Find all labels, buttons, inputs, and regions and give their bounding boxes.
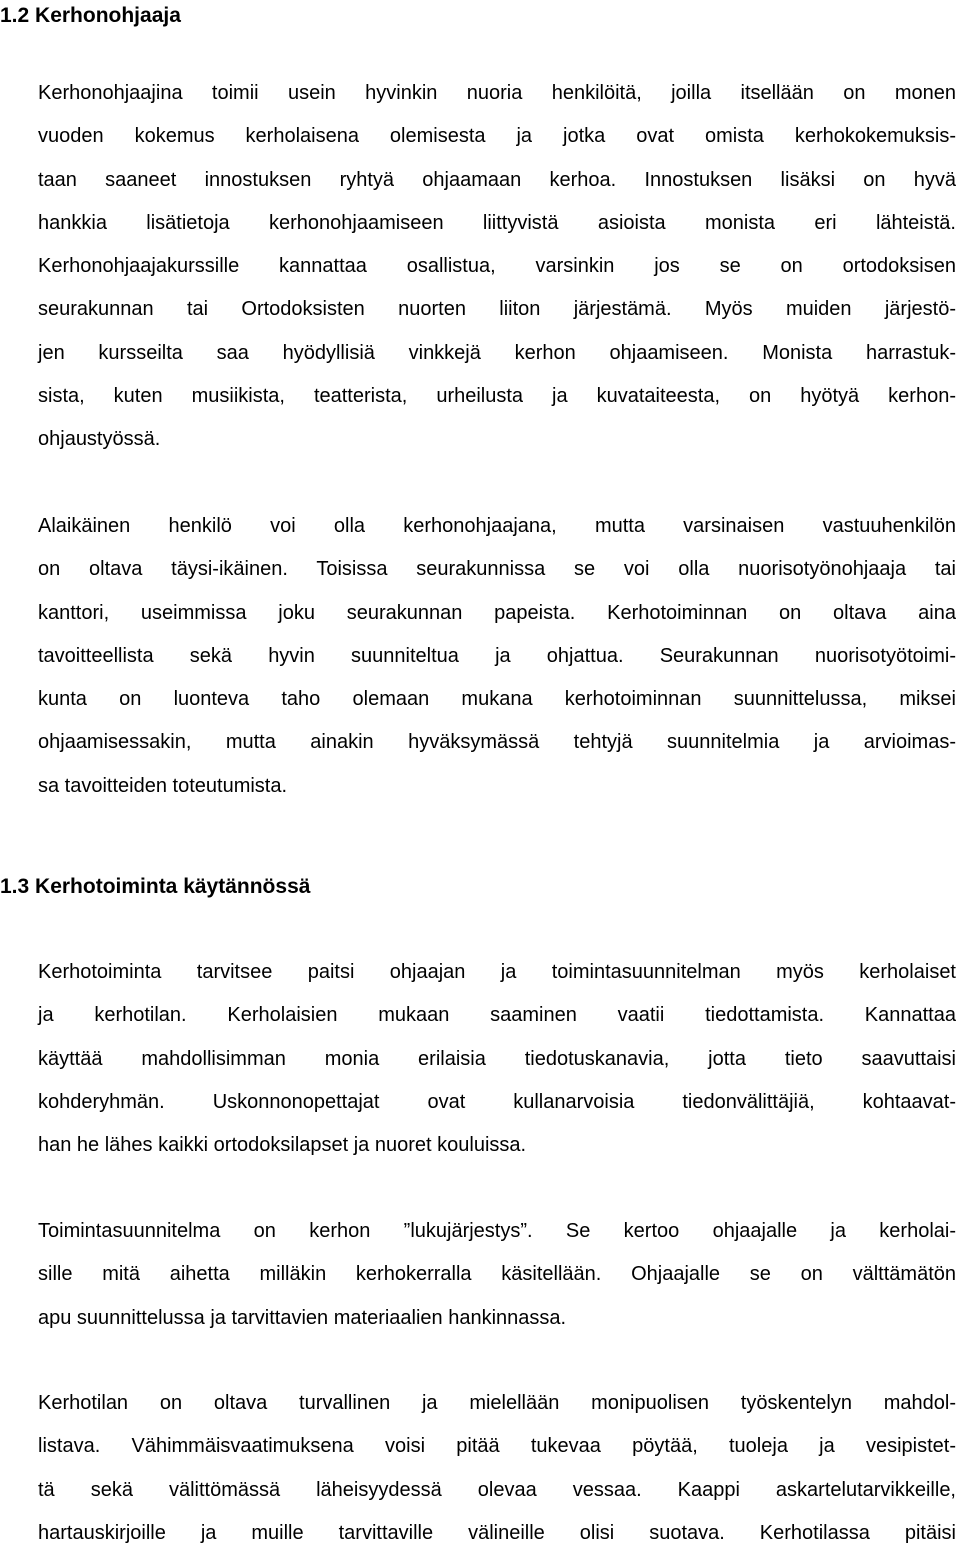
text-line: Toimintasuunnitelma on kerhon ”lukujärjestys”. Se kertoo ohjaajalle ja kerholai- xyxy=(38,1220,956,1242)
text-line: Kerhotoiminta tarvitsee paitsi ohjaajan ja toimintasuunnitelman myös kerholaiset xyxy=(38,961,956,983)
text-line: Alaikäinen henkilö voi olla kerhonohjaajana, mutta varsinaisen vastuuhenkilön xyxy=(38,515,956,537)
text-line: ohjaamisessakin, mutta ainakin hyväksymässä tehtyjä suunnitelmia ja arvioimas- xyxy=(38,731,956,754)
text-line: sista, kuten musiikista, teatterista, urheilusta ja kuvataiteesta, on hyötyä kerhon- xyxy=(38,385,956,408)
section-heading-kerhotoiminta: 1.3 Kerhotoiminta käytännössä xyxy=(0,875,311,898)
paragraph xyxy=(38,512,956,815)
text-line: kunta on luonteva taho olemaan mukana kerhotoiminnan suunnittelussa, miksei xyxy=(38,688,956,711)
text-line: tavoitteellista sekä hyvin suunniteltua ja ohjattua. Seurakunnan nuorisotyötoimi- xyxy=(38,644,956,667)
text-line: hartauskirjoille ja muille tarvittaville välineille olisi suotava. Kerhotilassa pitäisi xyxy=(38,1521,956,1544)
text-line: seurakunnan tai Ortodoksisten nuorten liiton järjestämä. Myös muiden järjestö- xyxy=(38,298,956,321)
text-line: Kerhonohjaajakurssille kannattaa osallistua, varsinkin jos se on ortodoksisen xyxy=(38,255,956,278)
text-line: hankkia lisätietoja kerhonohjaamiseen liittyvistä asioista monista eri lähteistä. xyxy=(38,211,956,234)
text-line: sa tavoitteiden toteutumista. xyxy=(38,774,288,797)
text-line: jen kursseilta saa hyödyllisiä vinkkejä kerhon ohjaamiseen. Monista harrastuk- xyxy=(38,341,956,364)
text-line: sille mitä aihetta milläkin kerhokerralla käsitellään. Ohjaajalle se on välttämätön xyxy=(38,1263,956,1286)
text-line: Kerhotilan on oltava turvallinen ja mielellään monipuolisen työskentelyn mahdol- xyxy=(38,1392,956,1414)
paragraph xyxy=(38,958,956,1174)
text-line: käyttää mahdollisimman monia erilaisia tiedotuskanavia, jotta tieto saavuttaisi xyxy=(38,1047,956,1070)
paragraph xyxy=(38,79,956,469)
text-line: on oltava täysi-ikäinen. Toisissa seurakunnissa se voi olla nuorisotyönohjaaja tai xyxy=(38,558,956,581)
section-heading-kerhonohjaaja: 1.2 Kerhonohjaaja xyxy=(0,4,181,27)
text-line: ohjaustyössä. xyxy=(38,428,161,451)
text-line: kohderyhmän. Uskonnonopettajat ovat kullanarvoisia tiedonvälittäjiä, kohtaavat- xyxy=(38,1090,956,1113)
text-line: vuoden kokemus kerholaisena olemisesta ja jotka ovat omista kerhokokemuksis- xyxy=(38,125,956,148)
paragraph xyxy=(38,1217,956,1347)
paragraph xyxy=(38,1389,956,1562)
text-line: ja kerhotilan. Kerholaisien mukaan saaminen vaatii tiedottamista. Kannattaa xyxy=(38,1004,956,1027)
text-line: Kerhonohjaajina toimii usein hyvinkin nuoria henkilöitä, joilla itsellään on monen xyxy=(38,82,956,104)
text-line: taan saaneet innostuksen ryhtyä ohjaamaan kerhoa. Innostuksen lisäksi on hyvä xyxy=(38,168,956,191)
text-line: listava. Vähimmäisvaatimuksena voisi pitää tukevaa pöytää, tuoleja ja vesipistet- xyxy=(38,1435,956,1458)
text-line: kanttori, useimmissa joku seurakunnan papeista. Kerhotoiminnan on oltava aina xyxy=(38,601,956,624)
text-line: han he lähes kaikki ortodoksilapset ja nuoret kouluissa. xyxy=(38,1134,527,1157)
text-line: tä sekä välittömässä läheisyydessä olevaa vessaa. Kaappi askartelutarvikkeille, xyxy=(38,1478,956,1501)
text-line: apu suunnittelussa ja tarvittavien materiaalien hankinnassa. xyxy=(38,1306,567,1329)
